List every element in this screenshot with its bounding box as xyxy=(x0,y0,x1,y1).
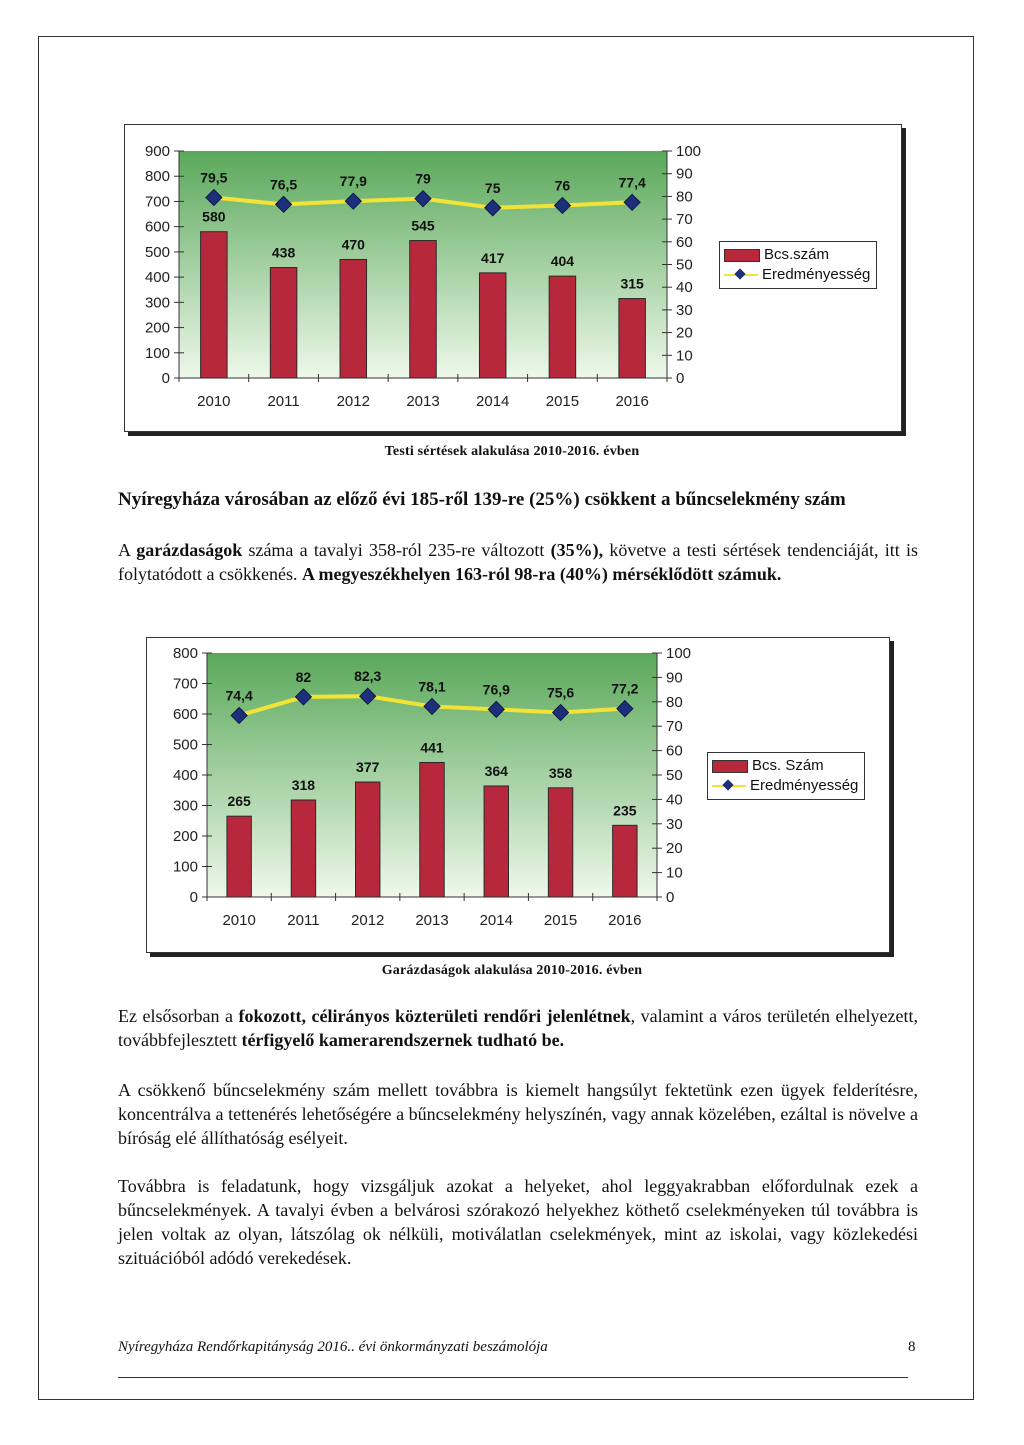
bar xyxy=(410,241,436,378)
x-tick-label: 2015 xyxy=(543,912,578,929)
bar-data-label: 265 xyxy=(227,793,251,810)
y-tick-label-right: 100 xyxy=(666,645,692,662)
text-run: száma a tavalyi 358-ról 235-re változott xyxy=(242,540,551,560)
page-number: 8 xyxy=(908,1339,916,1355)
y-tick-label-right: 70 xyxy=(676,211,693,229)
text-run-bold: garázdaságok xyxy=(136,540,243,560)
text-run-bold: A megyeszékhelyen 163-ról 98-ra (40%) mérséklődött számuk. xyxy=(301,564,782,584)
chart-2-caption: Garázdaságok alakulása 2010-2016. évben xyxy=(381,963,643,978)
text-run-bold: térfigyelő kamerarendszernek tudható be. xyxy=(241,1030,565,1050)
y-tick-label-left: 900 xyxy=(144,143,170,160)
x-tick-label: 2011 xyxy=(287,912,320,929)
y-tick-label-right: 60 xyxy=(666,742,683,760)
y-tick-label-left: 300 xyxy=(144,294,170,312)
y-tick-label-left: 100 xyxy=(144,344,170,362)
y-tick-label-left: 100 xyxy=(172,858,198,876)
bar xyxy=(548,788,572,897)
bar xyxy=(227,816,251,897)
y-tick-label-right: 40 xyxy=(666,791,683,809)
bar-data-label: 441 xyxy=(420,739,444,756)
line-data-label: 82 xyxy=(295,668,312,685)
y-tick-label-right: 10 xyxy=(666,864,683,882)
legend-item-bars xyxy=(712,756,858,776)
bar xyxy=(291,800,315,897)
y-tick-label-right: 70 xyxy=(666,718,683,736)
chart-2-legend xyxy=(707,752,865,800)
legend-item-bars xyxy=(724,245,870,265)
line-data-label: 74,4 xyxy=(225,687,253,704)
text-run: követve a testi sértések tendenciáját, itt is folytatódott a csökkenés. xyxy=(118,540,918,584)
y-tick-label-right: 60 xyxy=(676,233,693,251)
chart-2 xyxy=(146,637,890,953)
legend-label: Eredményesség xyxy=(750,777,859,794)
y-tick-label-right: 50 xyxy=(666,767,683,784)
y-tick-label-left: 800 xyxy=(144,168,170,186)
line-swatch-icon xyxy=(712,776,746,796)
y-tick-label-right: 80 xyxy=(666,693,683,711)
x-tick-label: 2012 xyxy=(336,393,370,410)
x-tick-label: 2016 xyxy=(608,912,642,929)
line-data-label: 82,3 xyxy=(354,668,382,685)
y-tick-label-right: 0 xyxy=(676,370,685,387)
bar xyxy=(549,276,575,378)
bar-data-label: 404 xyxy=(550,253,575,270)
line-data-label: 77,2 xyxy=(611,680,639,697)
y-tick-label-left: 600 xyxy=(144,218,170,236)
footer-divider xyxy=(118,1377,908,1378)
x-tick-label: 2013 xyxy=(406,393,440,410)
legend-item-line xyxy=(724,265,870,285)
paragraph-5: Továbbra is feladatunk, hogy vizsgáljuk azokat a helyeket, ahol leggyakrabban előfordulnak ezek a bűncselekmények. A tavalyi évben a belvárosi szórakozó helyekhez köthető cselekményeken túl továbbra is jelen voltak az olyan, látszólag ok nélküli, motiválatlan cselekmények, mint az iskolai, vagy közlekedési szituációból adódó verekedések. xyxy=(118,1176,918,1268)
bar xyxy=(484,786,508,897)
bar xyxy=(270,268,296,378)
y-tick-label-right: 0 xyxy=(666,889,675,906)
x-tick-label: 2011 xyxy=(267,393,300,410)
y-tick-label-right: 80 xyxy=(676,188,693,206)
bar-data-label: 580 xyxy=(202,208,226,225)
x-tick-label: 2014 xyxy=(479,912,513,929)
y-tick-label-left: 200 xyxy=(144,319,170,337)
line-data-label: 78,1 xyxy=(418,678,446,695)
chart-1-caption: Testi sértések alakulása 2010-2016. évben xyxy=(384,444,640,459)
y-tick-label-left: 700 xyxy=(172,675,198,693)
y-tick-label-left: 200 xyxy=(172,828,198,845)
paragraph-1-text: Nyíregyháza városában az előző évi 185-ről 139-re (25%) csökkent a bűncselekmény szám xyxy=(118,489,846,510)
line-data-label: 79,5 xyxy=(200,169,228,186)
line-data-label: 76,9 xyxy=(482,681,510,698)
x-tick-label: 2010 xyxy=(222,912,256,929)
y-tick-label-left: 500 xyxy=(172,736,198,754)
y-tick-label-left: 400 xyxy=(144,269,170,287)
y-tick-label-left: 700 xyxy=(144,193,170,211)
y-tick-label-right: 30 xyxy=(666,815,683,833)
bar-data-label: 438 xyxy=(271,244,296,261)
y-tick-label-right: 50 xyxy=(676,256,693,274)
bar-data-label: 358 xyxy=(548,764,573,781)
bar-swatch-icon xyxy=(724,249,760,262)
chart-1 xyxy=(124,124,902,432)
y-tick-label-left: 0 xyxy=(189,889,198,906)
bar xyxy=(479,273,505,378)
x-tick-label: 2010 xyxy=(197,393,231,410)
bar-data-label: 315 xyxy=(620,275,644,292)
line-data-label: 77,9 xyxy=(339,173,367,190)
line-data-label: 75,6 xyxy=(546,684,575,701)
y-tick-label-right: 20 xyxy=(676,324,693,342)
text-run: , valamint a város területén elhelyezett, továbbfejlesztett xyxy=(118,1006,918,1050)
y-tick-label-left: 0 xyxy=(161,370,170,387)
y-tick-label-right: 10 xyxy=(676,347,693,365)
legend-label: Bcs.szám xyxy=(764,246,830,263)
y-tick-label-right: 40 xyxy=(676,279,693,297)
legend-item-line xyxy=(712,776,858,796)
legend-label: Eredményesség xyxy=(762,266,871,283)
x-tick-label: 2016 xyxy=(615,393,649,410)
bar xyxy=(356,782,380,897)
y-tick-label-right: 100 xyxy=(676,143,702,160)
bar-data-label: 318 xyxy=(291,777,316,794)
bar-data-label: 417 xyxy=(481,249,505,266)
bar xyxy=(340,259,366,378)
y-tick-label-right: 90 xyxy=(676,165,693,183)
bar-swatch-icon xyxy=(712,760,748,773)
text-run: A xyxy=(118,540,137,560)
line-data-label: 79 xyxy=(415,170,431,187)
x-tick-label: 2015 xyxy=(545,393,580,410)
bar xyxy=(420,762,444,897)
paragraph-4: A csökkenő bűncselekmény szám mellett továbbra is kiemelt hangsúlyt fektetünk ezen ügyek felderítésre, koncentrálva a tettenérés lehetőségére a bűncselekmény helyszínén, vagy annak közelében, ezáltal is növelve a bíróság elé állíthatóság esélyeit. xyxy=(118,1080,918,1148)
y-tick-label-left: 600 xyxy=(172,706,198,723)
chart-1-legend xyxy=(719,241,877,289)
text-run-bold: (35%), xyxy=(550,540,604,560)
y-tick-label-right: 20 xyxy=(666,840,683,858)
bar-data-label: 377 xyxy=(356,759,380,776)
text-run: Ez elsősorban a xyxy=(118,1006,239,1026)
y-tick-label-right: 30 xyxy=(676,301,693,319)
y-tick-label-left: 800 xyxy=(172,645,198,662)
bar-data-label: 545 xyxy=(411,217,435,234)
bar-data-label: 470 xyxy=(341,236,365,253)
y-tick-label-left: 500 xyxy=(144,243,170,261)
x-tick-label: 2013 xyxy=(415,912,449,929)
line-data-label: 76 xyxy=(554,177,571,194)
text-run-bold: fokozott, célirányos közterületi rendőri jelenlétnek xyxy=(238,1006,631,1026)
legend-label: Bcs. Szám xyxy=(752,757,824,774)
x-tick-label: 2012 xyxy=(351,912,385,929)
bar xyxy=(619,299,645,378)
y-tick-label-right: 90 xyxy=(666,669,683,687)
paragraph-1 xyxy=(118,488,918,512)
bar xyxy=(613,825,637,897)
bar xyxy=(201,232,227,378)
paragraph-3 xyxy=(118,1004,918,1052)
line-swatch-icon xyxy=(724,265,758,285)
footer-title: Nyíregyháza Rendőrkapitányság 2016.. évi önkormányzati beszámolója xyxy=(118,1339,548,1355)
bar-data-label: 235 xyxy=(613,802,637,819)
line-data-label: 75 xyxy=(484,179,501,196)
y-tick-label-left: 300 xyxy=(172,797,198,815)
paragraph-2 xyxy=(118,538,918,586)
line-data-label: 76,5 xyxy=(269,176,298,193)
bar-data-label: 364 xyxy=(484,762,508,779)
y-tick-label-left: 400 xyxy=(172,767,198,784)
line-data-label: 77,4 xyxy=(618,174,646,191)
x-tick-label: 2014 xyxy=(476,393,510,410)
